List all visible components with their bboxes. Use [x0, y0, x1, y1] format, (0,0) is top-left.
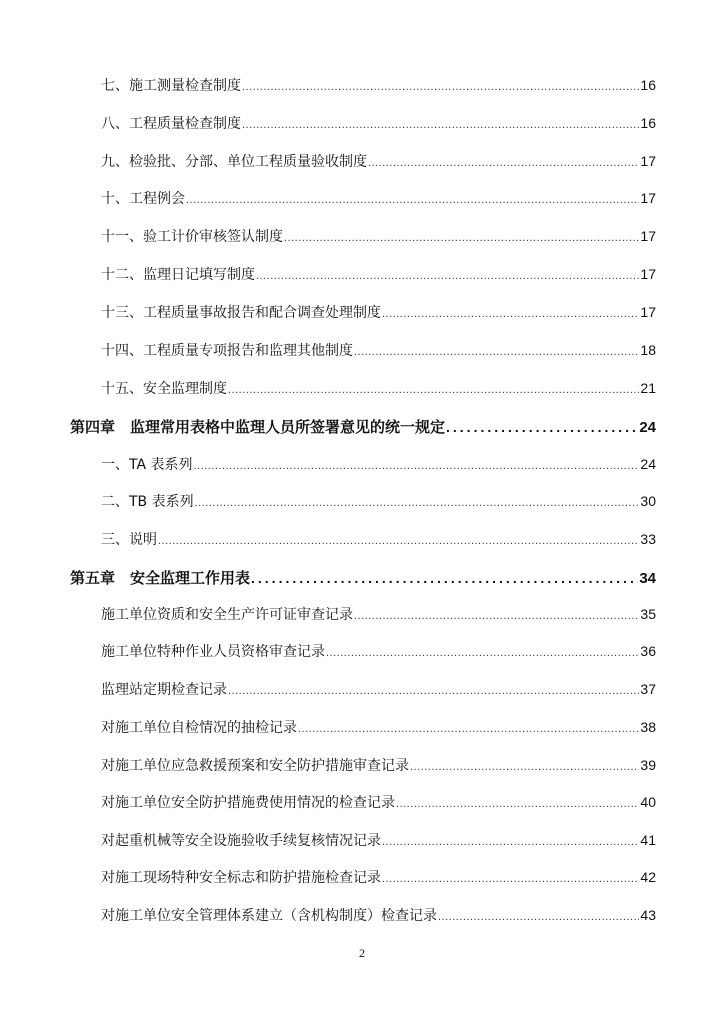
toc-chapter-page: 24: [639, 419, 656, 436]
toc-dot-leader: [195, 497, 640, 509]
toc-dot-leader: [256, 270, 639, 282]
toc-entry-title: 对施工单位自检情况的抽检记录: [101, 720, 297, 736]
toc-dot-leader: [368, 157, 639, 169]
toc-chapter-entry[interactable]: [0, 567, 724, 588]
toc-entry-title: 对施工现场特种安全标志和防护措施检查记录: [101, 870, 381, 886]
toc-chapter-title: 第五章 安全监理工作用表: [70, 569, 251, 587]
toc-entry[interactable]: [0, 151, 724, 171]
toc-entry[interactable]: [0, 378, 724, 398]
toc-dot-leader: [284, 232, 639, 244]
toc-entry[interactable]: [0, 792, 724, 812]
toc-entry-title: 八、工程质量检查制度: [101, 116, 241, 132]
toc-entry-title: 十、工程例会: [101, 191, 185, 207]
toc-dot-leader: [251, 570, 638, 586]
toc-entry-page: 17: [640, 266, 656, 282]
toc-dot-leader: [354, 610, 639, 622]
toc-entry-page: 37: [640, 681, 656, 697]
toc-dot-leader: [326, 647, 639, 659]
toc-entry-page: 39: [640, 757, 656, 773]
toc-entry-title: 对施工单位安全防护措施费使用情况的检查记录: [101, 795, 395, 811]
toc-dot-leader: [228, 384, 639, 396]
toc-entry-page: 38: [640, 719, 656, 735]
toc-entry-page: 21: [640, 380, 656, 396]
toc-entry-title: 九、检验批、分部、单位工程质量验收制度: [101, 154, 367, 170]
toc-entry-page: 35: [640, 606, 656, 622]
toc-dot-leader: [186, 194, 639, 206]
toc-chapter-page: 34: [639, 570, 656, 587]
toc-entry-title: 一、TA 表系列: [101, 457, 193, 473]
toc-dot-leader: [194, 460, 640, 472]
toc-entry-title: 十二、监理日记填写制度: [101, 267, 255, 283]
toc-entry-page: 43: [640, 907, 656, 923]
toc-entry-title: 监理站定期检查记录: [101, 682, 227, 698]
toc-entry-title: 十五、安全监理制度: [101, 381, 227, 397]
toc-entry[interactable]: [0, 755, 724, 775]
toc-entry-title: 七、施工测量检查制度: [101, 78, 241, 94]
toc-dot-leader: [396, 798, 639, 810]
toc-entry-title: 施工单位特种作业人员资格审查记录: [101, 644, 325, 660]
toc-dot-leader: [382, 836, 639, 848]
toc-entry-page: 16: [640, 115, 656, 131]
toc-entry-title: 十三、工程质量事故报告和配合调查处理制度: [101, 305, 381, 321]
toc-chapter-title: 第四章 监理常用表格中监理人员所签署意见的统一规定: [70, 418, 446, 436]
toc-dot-leader: [158, 535, 639, 547]
toc-chapter-entry[interactable]: [0, 416, 724, 437]
toc-entry[interactable]: [0, 113, 724, 133]
toc-entry-page: 18: [640, 342, 656, 358]
toc-entry-title: 十一、验工计价审核签认制度: [101, 229, 283, 245]
toc-entry-page: 17: [640, 228, 656, 244]
toc-entry[interactable]: [0, 188, 724, 208]
toc-entry-title: 对起重机械等安全设施验收手续复核情况记录: [101, 833, 381, 849]
toc-entry-title: 三、说明: [101, 532, 157, 548]
toc-entry-page: 42: [640, 869, 656, 885]
toc-entry[interactable]: [0, 491, 724, 511]
toc-entry[interactable]: [0, 679, 724, 699]
toc-entry-page: 17: [640, 304, 656, 320]
toc-entry[interactable]: [0, 905, 724, 925]
toc-dot-leader: [298, 723, 639, 735]
toc-entry-page: 36: [640, 643, 656, 659]
toc-entry[interactable]: [0, 454, 724, 474]
toc-entry-title: 对施工单位安全管理体系建立（含机构制度）检查记录: [101, 908, 437, 924]
toc-entry[interactable]: [0, 75, 724, 95]
toc-entry[interactable]: [0, 641, 724, 661]
toc-dot-leader: [242, 119, 639, 131]
toc-entry-title: 二、TB 表系列: [101, 494, 194, 510]
toc-entry-page: 24: [640, 456, 656, 472]
toc-entry-title: 施工单位资质和安全生产许可证审查记录: [101, 607, 353, 623]
toc-dot-leader: [382, 308, 639, 320]
toc-entry[interactable]: [0, 717, 724, 737]
toc-entry-title: 对施工单位应急救援预案和安全防护措施审查记录: [101, 758, 409, 774]
toc-entry-page: 40: [640, 794, 656, 810]
toc-entry[interactable]: [0, 529, 724, 549]
toc-dot-leader: [438, 911, 639, 923]
toc-entry-page: 16: [640, 77, 656, 93]
toc-entry-page: 33: [640, 531, 656, 547]
toc-entry[interactable]: [0, 302, 724, 322]
toc-dot-leader: [242, 81, 639, 93]
toc-entry-title: 十四、工程质量专项报告和监理其他制度: [101, 343, 353, 359]
toc-entry[interactable]: [0, 867, 724, 887]
toc-entry[interactable]: [0, 340, 724, 360]
toc-dot-leader: [446, 419, 638, 435]
toc-entry-page: 41: [640, 832, 656, 848]
toc-dot-leader: [228, 685, 639, 697]
toc-entry-page: 17: [640, 153, 656, 169]
toc-dot-leader: [410, 761, 639, 773]
toc-entry[interactable]: [0, 830, 724, 850]
toc-dot-leader: [354, 346, 639, 358]
toc-entry-page: 17: [640, 190, 656, 206]
toc-entry[interactable]: [0, 264, 724, 284]
toc-entry-page: 30: [640, 493, 656, 509]
page-number: 2: [359, 946, 365, 960]
toc-entry[interactable]: [0, 226, 724, 246]
toc-dot-leader: [382, 873, 639, 885]
toc-entry[interactable]: [0, 604, 724, 624]
